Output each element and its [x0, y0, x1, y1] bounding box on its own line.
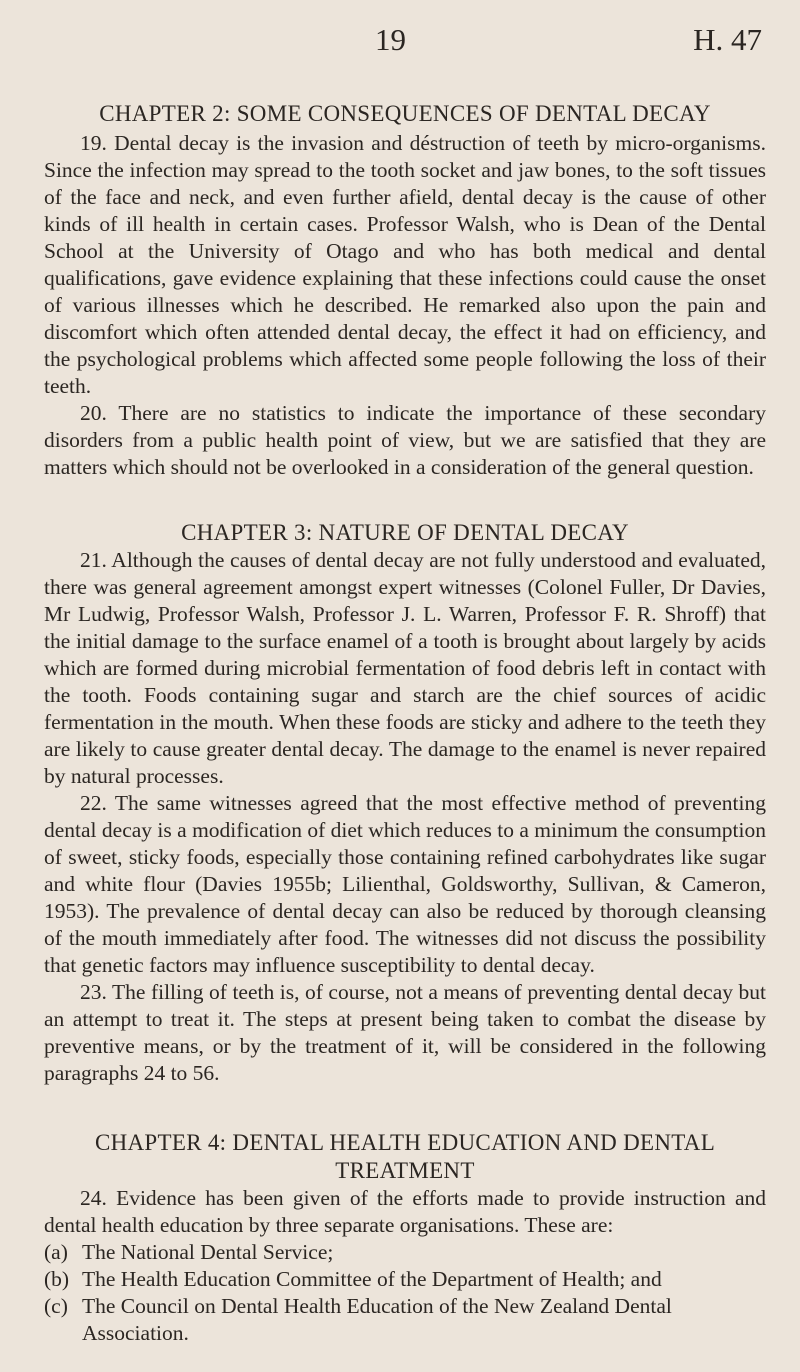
list-item-text: The Council on Dental Health Education of the New Zealand Dental Association.	[82, 1294, 672, 1345]
chapter-3-title: CHAPTER 3: NATURE OF DENTAL DECAY	[181, 520, 629, 545]
paragraph-21: 21. Although the causes of dental decay are not fully understood and evaluated, there was general agreement amongst expert witnesses (Colonel Fuller, Dr Davies, Mr Ludwig, Professor Walsh, Professor J. L. Warren, Professor F. R. Shroff) that the initial damage to the surface enamel of a tooth is brought about largely by acids which are formed during microbial fermentation of food debris left in contact with the tooth. Foods containing sugar and starch are the chief sources of acidic fermentation in the mouth. When these foods are sticky and adhere to the teeth they are likely to cause greater dental decay. The damage to the enamel is never repaired by natural processes.	[44, 548, 766, 788]
paragraph-24: 24. Evidence has been given of the efforts made to provide instruction and dental health education by three separate organisations. These are:	[44, 1186, 766, 1237]
list-marker: (b)	[44, 1267, 70, 1291]
chapter-4-section	[44, 1129, 766, 1347]
list-item	[44, 1266, 766, 1293]
list-marker: (c)	[44, 1294, 68, 1318]
paragraph-23: 23. The filling of teeth is, of course, not a means of preventing dental decay but an attempt to treat it. The steps at present being taken to combat the disease by preventive means, or by the treatment of it, will be considered in the following paragraphs 24 to 56.	[44, 980, 766, 1085]
page-header	[0, 22, 800, 62]
document-body	[44, 100, 766, 1347]
chapter-4-title	[44, 1129, 766, 1185]
page-number: 19	[375, 22, 406, 57]
chapter-4-title-line-1: CHAPTER 4: DENTAL HEALTH EDUCATION AND DENTAL	[94, 1130, 716, 1155]
list-item	[44, 1293, 766, 1347]
chapter-3-section	[44, 519, 766, 1087]
organisation-list	[44, 1239, 766, 1347]
paragraph-19: 19. Dental decay is the invasion and déstruction of teeth by micro-organisms. Since the infection may spread to the tooth socket and jaw bones, to the soft tissues of the face and neck, and even further afield, dental decay is the cause of other kinds of ill health in certain cases. Professor Walsh, who is Dean of the Dental School at the University of Otago and who has both medical and dental qualifications, gave evidence explaining that these infections could cause the onset of various illnesses which he described. He remarked also upon the pain and discomfort which often attended dental decay, the effect it had on efficiency, and the psychological problems which affected some people following the loss of their teeth.	[44, 131, 766, 398]
report-code: H. 47	[693, 22, 762, 57]
list-item-text: The National Dental Service;	[82, 1240, 334, 1264]
list-marker: (a)	[44, 1240, 68, 1264]
list-item-text: The Health Education Committee of the Department of Health; and	[82, 1267, 662, 1291]
chapter-2-section	[44, 100, 766, 481]
paragraph-20: 20. There are no statistics to indicate the importance of these secondary disorders from a public health point of view, but we are satisfied that they are matters which should not be overlooked in a consideration of the general question.	[44, 401, 766, 479]
chapter-4-title-line-2: TREATMENT	[335, 1158, 475, 1183]
list-item	[44, 1239, 766, 1266]
paragraph-22: 22. The same witnesses agreed that the most effective method of preventing dental decay is a modification of diet which reduces to a minimum the consumption of sweet, sticky foods, especially those containing refined carbohydrates like sugar and white flour (Davies 1955b; Lilienthal, Goldsworthy, Sullivan, & Cameron, 1953). The prevalence of dental decay can also be reduced by thorough cleansing of the mouth immediately after food. The witnesses did not discuss the possibility that genetic factors may influence susceptibility to dental decay.	[44, 791, 766, 977]
chapter-2-title: CHAPTER 2: SOME CONSEQUENCES OF DENTAL DECAY	[99, 101, 711, 126]
